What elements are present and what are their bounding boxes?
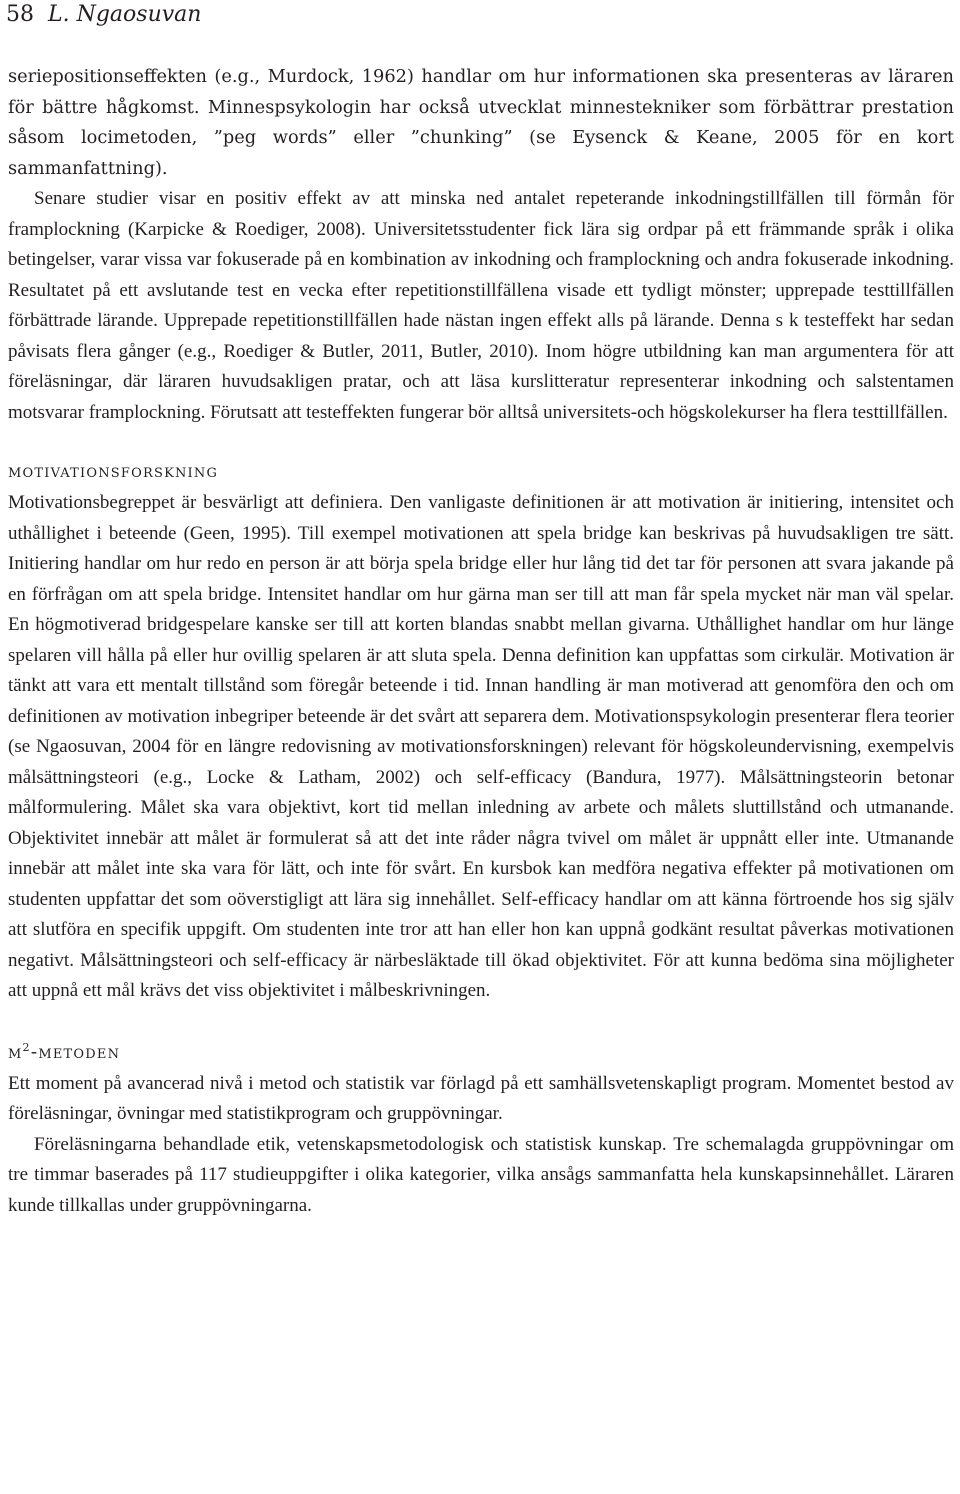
heading-superscript-2: 2 (22, 1040, 31, 1054)
heading-metoden: -metoden (30, 1040, 121, 1063)
paragraph-testeffekt: Senare studier visar en positiv effekt av att minska ned antalet repeterande inkodningstillfällen till förmån för framplockning (Karpicke & Roediger, 2008). Universitetsstudenter fick lära sig ordpar på ett främmande språk i olika betingelser, varar vissa var fokuserade på en kombination av inkodning och framplockning och andra fokuserade inkodning. Resultatet på ett avslutande test en vecka efter repetitionstillfällena visade ett tydligt mönster; upprepade testtillfällen förbättrade lärande. Upprepade repetitionstillfällen hade nästan ingen effekt alls på lärande. Denna s k testeffekt har sedan påvisats flera gånger (e.g., Roediger & Butler, 2011, Butler, 2010). Inom högre utbildning kan man argumentera för att föreläsningar, där läraren huvudsakligen pratar, och att läsa kurslitteratur representerar inkodning och salstentamen motsvarar framplockning. Förutsatt att testeffekten fungerar bör alltså universitets-och högskolekurser ha flera testtillfällen. (8, 188, 954, 423)
paragraph-m2-forelasningar: Föreläsningarna behandlade etik, vetenskapsmetodologisk och statistisk kunskap. Tre schemalagda gruppövningar om tre timmar baserades på 117 studieuppgifter i olika kategorier, vilka ansågs sammanfatta hela kunskapsinnehållet. Läraren kunde tillkallas under gruppövningarna. (8, 1133, 954, 1216)
paragraph-motivation: Motivationsbegreppet är besvärligt att definiera. Den vanligaste definitionen är att motivation är initiering, intensitet och uthållighet i beteende (Geen, 1995). Till exempel motivationen att spela bridge kan beskrivas på huvudsakligen tre sätt. Initiering handlar om hur redo en person är att börja spela bridge eller hur lång tid det tar för personen att svara jakande på en förfrågan om att spela bridge. Intensitet handlar om hur gärna man ser till att man får spela mycket när man väl spelar. En högmotiverad bridgespelare kanske ser till att korten blandas snabbt mellan givarna. Uthållighet handlar om hur länge spelaren vill hålla på eller hur ovillig spelaren är att sluta spela. Denna definition kan uppfattas som cirkulär. Motivation är tänkt att vara ett mentalt tillstånd som föregår beteende i tid. Innan handling är man motiverad att genomföra den och om definitionen av motivation inbegriper beteende är det svårt att separera dem. Motivationspsykologin presenterar flera teorier (se Ngaosuvan, 2004 för en längre redovisning av motivationsforskningen) relevant för högskoleundervisning, exempelvis målsättningsteori (e.g., Locke & Latham, 2002) och self-efficacy (Bandura, 1977). Målsättningsteorin betonar målformulering. Målet ska vara objektivt, kort tid mellan inledning av arbete och målets sluttillstånd och utmanande. Objektivitet innebär att målet är formulerat så att det inte råder några tvivel om målet är uppnått eller inte. Utmanande innebär att målet inte ska vara för lätt, och inte för svårt. En kursbok kan medföra negativa effekter på motivationen om studenten uppfattar det som oöverstigligt att lära sig innehållet. Self-efficacy handlar om att känna förtroende hos sig själv att slutföra en specifik uppgift. Om studenten inte tror att han eller hon kan uppnå godkänt resultat påverkas motivationen negativt. Målsättningsteori och self-efficacy är närbesläktade till ökad objektivitet. För att kunna bedöma sina möjligheter att uppnå ett mål krävs det viss objektivitet i målbeskrivningen. (8, 492, 954, 1001)
section-heading-motivationsforskning: motivationsforskning (8, 460, 219, 482)
section-heading-m2-metoden (8, 1031, 954, 1069)
running-head-author: L. Ngaosuvan (48, 2, 202, 27)
page-body (8, 62, 954, 1221)
heading-m: m (8, 1040, 23, 1063)
paragraph-m2-moment: Ett moment på avancerad nivå i metod och statistik var förlagd på ett samhällsvetenskapligt program. Momentet bestod av föreläsningar, övningar med statistikprogram och gruppövningar. (8, 1072, 954, 1124)
running-head (6, 0, 201, 30)
paragraph-seriepositionseffekten: seriepositionseffekten (e.g., Murdock, 1962) handlar om hur informationen ska presenteras av läraren för bättre hågkomst. Minnespsykologin har också utvecklat minnestekniker som förbättrar prestation såsom locimetoden, ”peg words” eller ”chunking” (se Eysenck & Keane, 2005 för en kort sammanfattning). (8, 66, 954, 179)
page-number: 58 (6, 2, 34, 27)
